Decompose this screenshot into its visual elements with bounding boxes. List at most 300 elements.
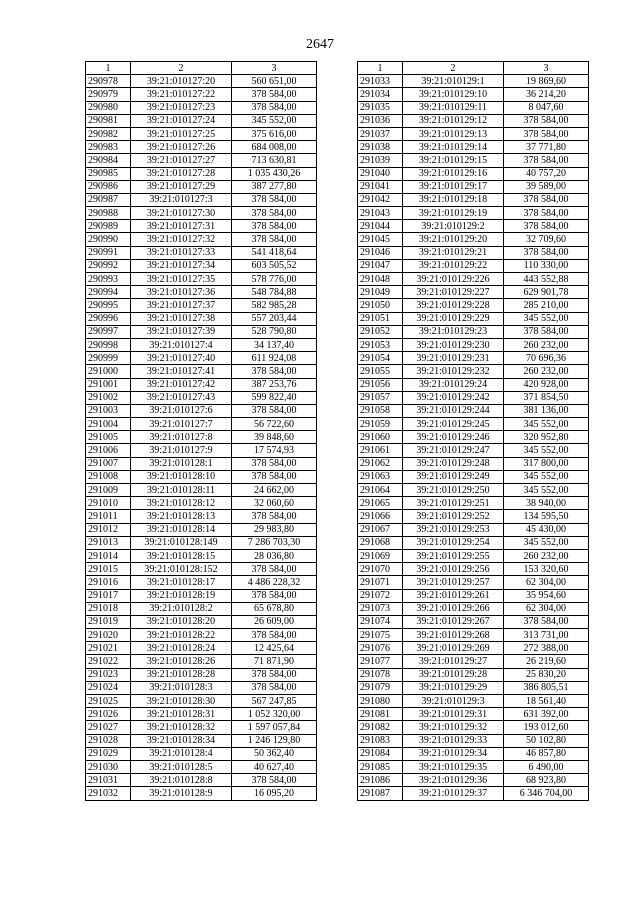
row-number-cell: 291056: [358, 378, 403, 391]
row-number-cell: 290997: [86, 325, 131, 338]
value-cell: 28 036,80: [232, 549, 317, 562]
row-number-cell: 290985: [86, 167, 131, 180]
row-number-cell: 290981: [86, 114, 131, 127]
row-number-cell: 291085: [358, 760, 403, 773]
row-number-cell: 291062: [358, 457, 403, 470]
cadastral-number-cell: 39:21:010129:230: [403, 338, 504, 351]
row-number-cell: 291010: [86, 497, 131, 510]
row-number-cell: 291076: [358, 642, 403, 655]
value-cell: 548 784,88: [232, 286, 317, 299]
value-cell: 40 627,40: [232, 760, 317, 773]
cadastral-number-cell: 39:21:010129:268: [403, 629, 504, 642]
cadastral-number-cell: 39:21:010129:253: [403, 523, 504, 536]
table-row: [86, 338, 317, 351]
table-row: [358, 299, 589, 312]
table-row: [86, 760, 317, 773]
column-header-2: 2: [131, 62, 232, 75]
cadastral-number-cell: 39:21:010129:242: [403, 391, 504, 404]
row-number-cell: 291031: [86, 774, 131, 787]
cadastral-number-cell: 39:21:010129:250: [403, 484, 504, 497]
value-cell: 68 923,80: [504, 774, 589, 787]
value-cell: 70 696,36: [504, 352, 589, 365]
row-number-cell: 290979: [86, 88, 131, 101]
value-cell: 443 552,88: [504, 273, 589, 286]
table-row: [86, 141, 317, 154]
cadastral-number-cell: 39:21:010129:29: [403, 681, 504, 694]
value-cell: 557 203,44: [232, 312, 317, 325]
value-cell: 1 052 320,00: [232, 708, 317, 721]
value-cell: 17 574,93: [232, 444, 317, 457]
value-cell: 345 552,00: [504, 312, 589, 325]
cadastral-number-cell: 39:21:010127:3: [131, 193, 232, 206]
cadastral-number-cell: 39:21:010127:43: [131, 391, 232, 404]
row-number-cell: 290995: [86, 299, 131, 312]
row-number-cell: 290992: [86, 259, 131, 272]
row-number-cell: 290987: [86, 193, 131, 206]
table-row: [86, 180, 317, 193]
value-cell: 378 584,00: [504, 193, 589, 206]
table-row: [358, 101, 589, 114]
value-cell: 378 584,00: [232, 365, 317, 378]
table-row: [358, 233, 589, 246]
row-number-cell: 290990: [86, 233, 131, 246]
value-cell: 378 584,00: [504, 325, 589, 338]
value-cell: 37 771,80: [504, 141, 589, 154]
table-row: [358, 431, 589, 444]
cadastral-number-cell: 39:21:010128:28: [131, 668, 232, 681]
value-cell: 317 800,00: [504, 457, 589, 470]
cadastral-number-cell: 39:21:010128:14: [131, 523, 232, 536]
cadastral-number-cell: 39:21:010129:14: [403, 141, 504, 154]
table-row: [86, 365, 317, 378]
cadastral-number-cell: 39:21:010129:34: [403, 747, 504, 760]
value-cell: 582 985,28: [232, 299, 317, 312]
cadastral-number-cell: 39:21:010128:10: [131, 470, 232, 483]
row-number-cell: 291045: [358, 233, 403, 246]
table-row: [358, 418, 589, 431]
row-number-cell: 291038: [358, 141, 403, 154]
cadastral-number-cell: 39:21:010129:16: [403, 167, 504, 180]
value-cell: 381 136,00: [504, 404, 589, 417]
cadastral-number-cell: 39:21:010129:18: [403, 193, 504, 206]
row-number-cell: 291068: [358, 536, 403, 549]
row-number-cell: 291002: [86, 391, 131, 404]
value-cell: 50 102,80: [504, 734, 589, 747]
right-data-table: [357, 61, 589, 801]
row-number-cell: 291058: [358, 404, 403, 417]
table-row: [86, 444, 317, 457]
row-number-cell: 291029: [86, 747, 131, 760]
table-row: [358, 127, 589, 140]
table-row: [358, 220, 589, 233]
cadastral-number-cell: 39:21:010129:255: [403, 549, 504, 562]
cadastral-number-cell: 39:21:010128:11: [131, 484, 232, 497]
table-row: [358, 549, 589, 562]
value-cell: 378 584,00: [232, 88, 317, 101]
table-row: [358, 536, 589, 549]
row-number-cell: 290988: [86, 207, 131, 220]
table-row: [358, 668, 589, 681]
value-cell: 386 805,51: [504, 681, 589, 694]
page-number: 2647: [306, 37, 334, 52]
table-row: [86, 193, 317, 206]
value-cell: 378 584,00: [504, 246, 589, 259]
row-number-cell: 291040: [358, 167, 403, 180]
row-number-cell: 291014: [86, 549, 131, 562]
cadastral-number-cell: 39:21:010127:26: [131, 141, 232, 154]
cadastral-number-cell: 39:21:010128:13: [131, 510, 232, 523]
cadastral-number-cell: 39:21:010127:28: [131, 167, 232, 180]
value-cell: 39 848,60: [232, 431, 317, 444]
row-number-cell: 291057: [358, 391, 403, 404]
table-row: [86, 273, 317, 286]
table-row: [358, 576, 589, 589]
row-number-cell: 291077: [358, 655, 403, 668]
value-cell: 320 952,80: [504, 431, 589, 444]
row-number-cell: 291007: [86, 457, 131, 470]
row-number-cell: 291083: [358, 734, 403, 747]
value-cell: 603 505,52: [232, 259, 317, 272]
table-row: [358, 114, 589, 127]
value-cell: 19 869,60: [504, 75, 589, 88]
row-number-cell: 291028: [86, 734, 131, 747]
value-cell: 611 924,08: [232, 352, 317, 365]
row-number-cell: 291071: [358, 576, 403, 589]
table-row: [358, 681, 589, 694]
table-header-row: [358, 62, 589, 75]
cadastral-number-cell: 39:21:010128:31: [131, 708, 232, 721]
value-cell: 345 552,00: [504, 418, 589, 431]
row-number-cell: 290989: [86, 220, 131, 233]
cadastral-number-cell: 39:21:010127:9: [131, 444, 232, 457]
row-number-cell: 291066: [358, 510, 403, 523]
row-number-cell: 291016: [86, 576, 131, 589]
cadastral-number-cell: 39:21:010129:228: [403, 299, 504, 312]
value-cell: 345 552,00: [504, 536, 589, 549]
table-row: [358, 457, 589, 470]
value-cell: 26 609,00: [232, 615, 317, 628]
cadastral-number-cell: 39:21:010129:269: [403, 642, 504, 655]
value-cell: 24 662,00: [232, 484, 317, 497]
table-row: [86, 101, 317, 114]
value-cell: 71 871,90: [232, 655, 317, 668]
row-number-cell: 290982: [86, 127, 131, 140]
table-row: [358, 273, 589, 286]
table-row: [358, 563, 589, 576]
cadastral-number-cell: 39:21:010129:266: [403, 602, 504, 615]
cadastral-number-cell: 39:21:010128:20: [131, 615, 232, 628]
value-cell: 1 246 129,80: [232, 734, 317, 747]
cadastral-number-cell: 39:21:010129:256: [403, 563, 504, 576]
row-number-cell: 290983: [86, 141, 131, 154]
table-row: [358, 193, 589, 206]
row-number-cell: 291015: [86, 563, 131, 576]
value-cell: 378 584,00: [504, 207, 589, 220]
value-cell: 50 362,40: [232, 747, 317, 760]
row-number-cell: 291003: [86, 404, 131, 417]
row-number-cell: 291039: [358, 154, 403, 167]
table-row: [86, 774, 317, 787]
cadastral-number-cell: 39:21:010129:226: [403, 273, 504, 286]
table-row: [86, 75, 317, 88]
row-number-cell: 291049: [358, 286, 403, 299]
value-cell: 260 232,00: [504, 338, 589, 351]
table-row: [358, 708, 589, 721]
value-cell: 16 095,20: [232, 787, 317, 800]
value-cell: 560 651,00: [232, 75, 317, 88]
table-row: [86, 523, 317, 536]
table-row: [86, 286, 317, 299]
cadastral-number-cell: 39:21:010127:30: [131, 207, 232, 220]
value-cell: 378 584,00: [232, 233, 317, 246]
row-number-cell: 291070: [358, 563, 403, 576]
row-number-cell: 291072: [358, 589, 403, 602]
cadastral-number-cell: 39:21:010128:2: [131, 602, 232, 615]
value-cell: 62 304,00: [504, 576, 589, 589]
row-number-cell: 291074: [358, 615, 403, 628]
table-row: [358, 774, 589, 787]
row-number-cell: 291073: [358, 602, 403, 615]
table-row: [86, 154, 317, 167]
row-number-cell: 290986: [86, 180, 131, 193]
cadastral-number-cell: 39:21:010129:21: [403, 246, 504, 259]
value-cell: 1 597 057,84: [232, 721, 317, 734]
table-row: [358, 484, 589, 497]
table-row: [358, 286, 589, 299]
table-row: [86, 312, 317, 325]
table-row: [358, 787, 589, 800]
table-row: [86, 378, 317, 391]
table-row: [358, 760, 589, 773]
table-row: [358, 523, 589, 536]
value-cell: 260 232,00: [504, 549, 589, 562]
cadastral-number-cell: 39:21:010129:32: [403, 721, 504, 734]
row-number-cell: 291024: [86, 681, 131, 694]
cadastral-number-cell: 39:21:010127:33: [131, 246, 232, 259]
table-row: [86, 246, 317, 259]
value-cell: 371 854,50: [504, 391, 589, 404]
value-cell: 313 731,00: [504, 629, 589, 642]
table-row: [358, 167, 589, 180]
cadastral-number-cell: 39:21:010129:15: [403, 154, 504, 167]
cadastral-number-cell: 39:21:010129:1: [403, 75, 504, 88]
cadastral-number-cell: 39:21:010127:36: [131, 286, 232, 299]
table-row: [86, 721, 317, 734]
value-cell: 631 392,00: [504, 708, 589, 721]
row-number-cell: 291017: [86, 589, 131, 602]
value-cell: 378 584,00: [504, 220, 589, 233]
value-cell: 378 584,00: [504, 114, 589, 127]
cadastral-number-cell: 39:21:010129:20: [403, 233, 504, 246]
table-row: [86, 787, 317, 800]
row-number-cell: 291023: [86, 668, 131, 681]
table-row: [358, 642, 589, 655]
value-cell: 378 584,00: [232, 101, 317, 114]
value-cell: 56 722,60: [232, 418, 317, 431]
table-row: [86, 127, 317, 140]
table-row: [86, 418, 317, 431]
row-number-cell: 291063: [358, 470, 403, 483]
cadastral-number-cell: 39:21:010128:30: [131, 695, 232, 708]
cadastral-number-cell: 39:21:010127:35: [131, 273, 232, 286]
value-cell: 578 776,00: [232, 273, 317, 286]
value-cell: 378 584,00: [232, 404, 317, 417]
row-number-cell: 291064: [358, 484, 403, 497]
row-number-cell: 291022: [86, 655, 131, 668]
table-row: [358, 404, 589, 417]
value-cell: 378 584,00: [232, 774, 317, 787]
cadastral-number-cell: 39:21:010129:267: [403, 615, 504, 628]
row-number-cell: 291008: [86, 470, 131, 483]
value-cell: 528 790,80: [232, 325, 317, 338]
table-row: [358, 259, 589, 272]
value-cell: 375 616,00: [232, 127, 317, 140]
right-table-body: [358, 75, 589, 800]
table-row: [86, 655, 317, 668]
table-row: [358, 391, 589, 404]
value-cell: 378 584,00: [232, 681, 317, 694]
value-cell: 378 584,00: [232, 457, 317, 470]
table-row: [86, 404, 317, 417]
row-number-cell: 291037: [358, 127, 403, 140]
row-number-cell: 291065: [358, 497, 403, 510]
cadastral-number-cell: 39:21:010127:8: [131, 431, 232, 444]
cadastral-number-cell: 39:21:010129:27: [403, 655, 504, 668]
cadastral-number-cell: 39:21:010129:37: [403, 787, 504, 800]
cadastral-number-cell: 39:21:010129:28: [403, 668, 504, 681]
row-number-cell: 291079: [358, 681, 403, 694]
cadastral-number-cell: 39:21:010128:12: [131, 497, 232, 510]
table-row: [86, 510, 317, 523]
value-cell: 65 678,80: [232, 602, 317, 615]
value-cell: 12 425,64: [232, 642, 317, 655]
value-cell: 32 060,60: [232, 497, 317, 510]
table-row: [358, 444, 589, 457]
cadastral-number-cell: 39:21:010129:254: [403, 536, 504, 549]
cadastral-number-cell: 39:21:010127:31: [131, 220, 232, 233]
table-row: [86, 484, 317, 497]
value-cell: 378 584,00: [232, 193, 317, 206]
table-row: [86, 352, 317, 365]
row-number-cell: 291032: [86, 787, 131, 800]
table-row: [358, 312, 589, 325]
row-number-cell: 291086: [358, 774, 403, 787]
row-number-cell: 291069: [358, 549, 403, 562]
row-number-cell: 290980: [86, 101, 131, 114]
table-row: [86, 497, 317, 510]
value-cell: 684 008,00: [232, 141, 317, 154]
row-number-cell: 291043: [358, 207, 403, 220]
column-header-1: 1: [358, 62, 403, 75]
table-row: [358, 695, 589, 708]
value-cell: 110 330,00: [504, 259, 589, 272]
row-number-cell: 291059: [358, 418, 403, 431]
value-cell: 387 253,76: [232, 378, 317, 391]
cadastral-number-cell: 39:21:010127:20: [131, 75, 232, 88]
value-cell: 62 304,00: [504, 602, 589, 615]
cadastral-number-cell: 39:21:010129:245: [403, 418, 504, 431]
cadastral-number-cell: 39:21:010129:24: [403, 378, 504, 391]
table-row: [86, 207, 317, 220]
cadastral-number-cell: 39:21:010128:17: [131, 576, 232, 589]
cadastral-number-cell: 39:21:010129:227: [403, 286, 504, 299]
row-number-cell: 290999: [86, 352, 131, 365]
row-number-cell: 291005: [86, 431, 131, 444]
cadastral-number-cell: 39:21:010129:244: [403, 404, 504, 417]
table-row: [358, 602, 589, 615]
table-row: [358, 325, 589, 338]
row-number-cell: 291018: [86, 602, 131, 615]
value-cell: 345 552,00: [232, 114, 317, 127]
cadastral-number-cell: 39:21:010127:42: [131, 378, 232, 391]
row-number-cell: 291001: [86, 378, 131, 391]
left-data-table: [85, 61, 317, 801]
table-row: [86, 576, 317, 589]
table-row: [86, 747, 317, 760]
row-number-cell: 291082: [358, 721, 403, 734]
table-row: [86, 695, 317, 708]
value-cell: 272 388,00: [504, 642, 589, 655]
row-number-cell: 291053: [358, 338, 403, 351]
row-number-cell: 291030: [86, 760, 131, 773]
row-number-cell: 290984: [86, 154, 131, 167]
row-number-cell: 291004: [86, 418, 131, 431]
cadastral-number-cell: 39:21:010129:231: [403, 352, 504, 365]
left-table-body: [86, 75, 317, 800]
value-cell: 567 247,85: [232, 695, 317, 708]
table-row: [86, 431, 317, 444]
value-cell: 29 983,80: [232, 523, 317, 536]
row-number-cell: 291052: [358, 325, 403, 338]
cadastral-number-cell: 39:21:010127:37: [131, 299, 232, 312]
cadastral-number-cell: 39:21:010129:249: [403, 470, 504, 483]
value-cell: 6 346 704,00: [504, 787, 589, 800]
table-row: [358, 655, 589, 668]
value-cell: 1 035 430,26: [232, 167, 317, 180]
table-row: [86, 536, 317, 549]
table-row: [86, 325, 317, 338]
cadastral-number-cell: 39:21:010127:6: [131, 404, 232, 417]
cadastral-number-cell: 39:21:010127:39: [131, 325, 232, 338]
table-row: [86, 734, 317, 747]
cadastral-number-cell: 39:21:010128:4: [131, 747, 232, 760]
value-cell: 34 137,40: [232, 338, 317, 351]
value-cell: 193 012,60: [504, 721, 589, 734]
table-row: [86, 88, 317, 101]
cadastral-number-cell: 39:21:010127:41: [131, 365, 232, 378]
table-row: [358, 207, 589, 220]
cadastral-number-cell: 39:21:010128:1: [131, 457, 232, 470]
cadastral-number-cell: 39:21:010128:32: [131, 721, 232, 734]
row-number-cell: 290991: [86, 246, 131, 259]
cadastral-number-cell: 39:21:010127:40: [131, 352, 232, 365]
cadastral-number-cell: 39:21:010129:3: [403, 695, 504, 708]
table-row: [358, 338, 589, 351]
cadastral-number-cell: 39:21:010129:246: [403, 431, 504, 444]
cadastral-number-cell: 39:21:010129:31: [403, 708, 504, 721]
table-row: [86, 589, 317, 602]
row-number-cell: 291047: [358, 259, 403, 272]
value-cell: 378 584,00: [232, 220, 317, 233]
column-header-3: 3: [504, 62, 589, 75]
cadastral-number-cell: 39:21:010127:25: [131, 127, 232, 140]
value-cell: 7 286 703,30: [232, 536, 317, 549]
table-row: [86, 563, 317, 576]
table-row: [86, 668, 317, 681]
cadastral-number-cell: 39:21:010129:11: [403, 101, 504, 114]
table-row: [86, 615, 317, 628]
table-row: [86, 233, 317, 246]
